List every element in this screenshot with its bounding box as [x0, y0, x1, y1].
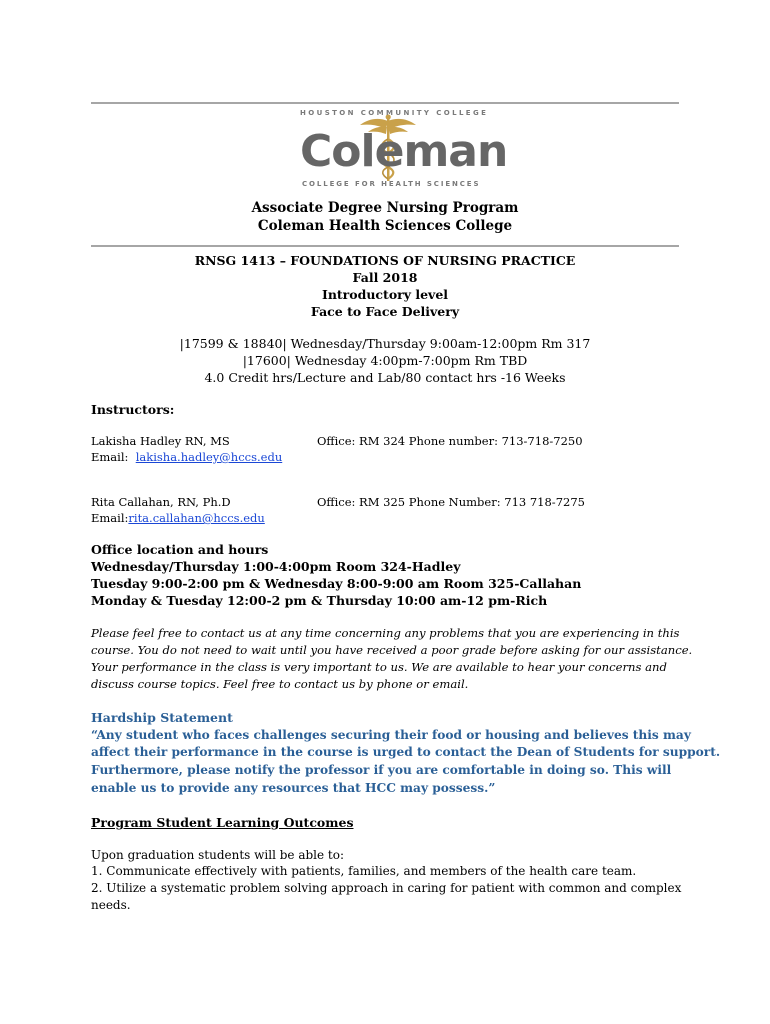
- top-rule: [91, 102, 679, 104]
- contact-note-line-1: Please feel free to contact us at any time concerning any problems that you are experiencing in this: [91, 626, 680, 640]
- contact-note-line-2: course. You do not need to wait until you have received a poor grade before asking for our assistance.: [91, 643, 693, 657]
- header-rule: [91, 245, 679, 247]
- instructor-1-office: Office: RM 324 Phone number: 713-718-7250: [317, 434, 583, 448]
- instructor-2-email-label: Email:: [91, 511, 129, 525]
- office-hours-heading: Office location and hours: [91, 542, 269, 557]
- instructor-1-email-label: Email:: [91, 450, 136, 464]
- hardship-heading: Hardship Statement: [91, 710, 233, 725]
- office-hours-line-1: Wednesday/Thursday 1:00-4:00pm Room 324-Hadley: [91, 559, 461, 574]
- course-level: Introductory level: [321, 287, 449, 302]
- course-credits: 4.0 Credit hrs/Lecture and Lab/80 contact hrs -16 Weeks: [204, 370, 566, 385]
- instructor-1-email-row: [91, 449, 282, 465]
- contact-note-line-3: Your performance in the class is very important to us. We are available to hear your concerns and: [91, 660, 667, 674]
- instructor-1-name: Lakisha Hadley RN, MS: [91, 434, 230, 448]
- logo-brand-text: Coleman: [300, 126, 508, 177]
- program-name: Associate Degree Nursing Program: [251, 200, 519, 216]
- course-title: RNSG 1413 – FOUNDATIONS OF NURSING PRACTICE: [194, 253, 576, 268]
- contact-note-line-4: discuss course topics. Feel free to contact us by phone or email.: [91, 677, 469, 691]
- instructor-2-name: Rita Callahan, RN, Ph.D: [91, 495, 231, 509]
- course-schedule-1: |17599 & 18840| Wednesday/Thursday 9:00am-12:00pm Rm 317: [179, 336, 591, 351]
- course-term: Fall 2018: [352, 270, 418, 285]
- office-hours-line-3: Monday & Tuesday 12:00-2 pm & Thursday 10:00 am-12 pm-Rich: [91, 593, 548, 608]
- outcome-item-1: 1. Communicate effectively with patients, families, and members of the health care team.: [91, 864, 637, 878]
- instructors-heading: Instructors:: [91, 402, 175, 417]
- outcome-item-2: 2. Utilize a systematic problem solving approach in caring for patient with common and complex: [91, 881, 682, 895]
- hardship-line-2: affect their performance in the course is urged to contact the Dean of Students for support.: [91, 745, 721, 759]
- outcome-item-2-cont: needs.: [91, 898, 131, 912]
- office-hours-line-2: Tuesday 9:00-2:00 pm & Wednesday 8:00-9:00 am Room 325-Callahan: [91, 576, 582, 591]
- hardship-line-3: Furthermore, please notify the professor if you are comfortable in doing so. This will: [91, 763, 672, 777]
- outcomes-heading: Program Student Learning Outcomes: [91, 815, 354, 830]
- logo-bottom-text: COLLEGE FOR HEALTH SCIENCES: [302, 180, 481, 188]
- course-delivery: Face to Face Delivery: [310, 304, 460, 319]
- instructor-2-office: Office: RM 325 Phone Number: 713 718-7275: [317, 495, 585, 509]
- outcomes-intro: Upon graduation students will be able to:: [91, 848, 345, 862]
- course-schedule-2: |17600| Wednesday 4:00pm-7:00pm Rm TBD: [242, 353, 528, 368]
- hardship-line-1: “Any student who faces challenges securing their food or housing and believes this may: [91, 728, 691, 742]
- hardship-line-4: enable us to provide any resources that HCC may possess.”: [91, 781, 496, 795]
- instructor-2-email-link[interactable]: rita.callahan@hccs.edu: [128, 511, 265, 525]
- instructor-1-email-link[interactable]: lakisha.hadley@hccs.edu: [135, 450, 283, 464]
- logo-top-text: HOUSTON COMMUNITY COLLEGE: [300, 109, 489, 117]
- instructor-2-email-row: [91, 510, 265, 526]
- college-name: Coleman Health Sciences College: [257, 218, 513, 234]
- coleman-logo: [290, 109, 508, 191]
